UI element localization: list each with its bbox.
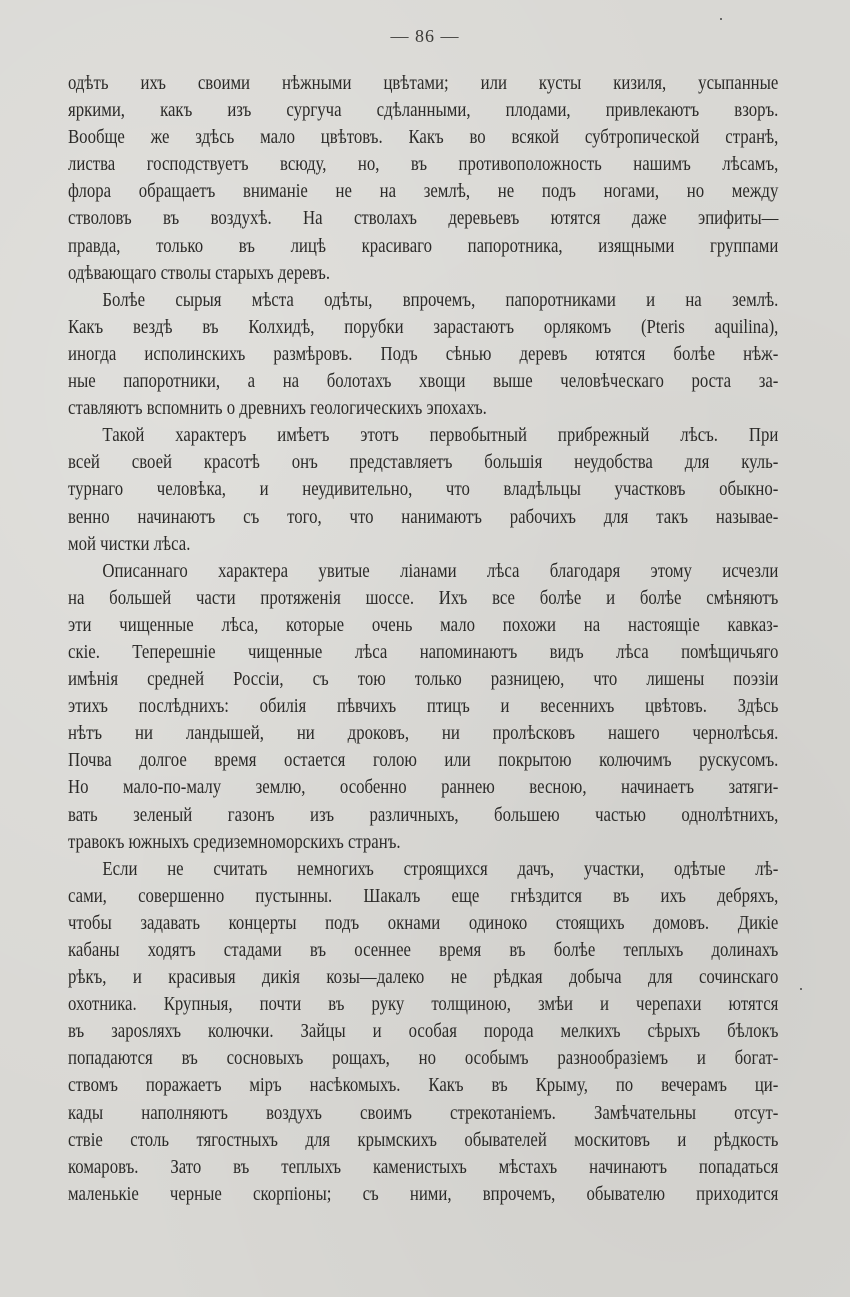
text-line: ные папоротники, а на болотахъ хвощи выше человѣческаго роста за- (68, 371, 779, 393)
text-line: рѣкъ, и красивыя дикія козы—далеко не рѣдкая добыча для сочинскаго (68, 967, 779, 989)
text-line: мой чистки лѣса. (68, 533, 191, 555)
text-line: Если не считать немногихъ строящихся дачъ, участки, одѣтые лѣ- (102, 858, 779, 880)
text-line: имѣнія средней Россіи, съ тою только разницею, что лишены поэзіи (68, 669, 779, 691)
text-line: кады наполняютъ воздухъ своимъ стрекотаніемъ. Замѣчательны отсут- (68, 1102, 779, 1124)
body-text (68, 70, 779, 1208)
paragraph (68, 856, 779, 1208)
page-number: — 86 — (390, 26, 460, 46)
text-line: флора обращаетъ вниманіе не на землѣ, не подъ ногами, но между (68, 181, 779, 203)
text-line: турнаго человѣка, и неудивительно, что владѣльцы участковъ обыкно- (68, 479, 779, 501)
text-line: этихъ послѣднихъ: обилія пѣвчихъ птицъ и весеннихъ цвѣтовъ. Здѣсь (68, 696, 779, 718)
text-line: одѣть ихъ своими нѣжными цвѣтами; или кусты кизиля, усыпанные (68, 73, 779, 94)
text-line: венно начинаютъ съ того, что нанимаютъ рабочихъ для такъ называе- (68, 506, 779, 528)
text-line: яркими, какъ изъ сургуча сдѣланными, плодами, привлекаютъ взоръ. (68, 100, 779, 122)
text-line: травокъ южныхъ средиземноморскихъ странъ. (68, 831, 401, 853)
text-line: Болѣе сырыя мѣста одѣты, впрочемъ, папоротниками и на землѣ. (102, 289, 779, 311)
text-line: охотника. Крупныя, почти въ руку толщиною, змѣи и черепахи ютятся (68, 994, 779, 1016)
text-line: Почва долгое время остается голою или покрытою колючимъ рускусомъ. (68, 750, 779, 772)
text-line: всей своей красотѣ онъ представляетъ большія неудобства для куль- (68, 452, 779, 474)
text-line: вать зеленый газонъ изъ различныхъ, большею частью однолѣтнихъ, (68, 804, 779, 826)
text-line: листва господствуетъ всюду, но, въ противоположность нашимъ лѣсамъ, (68, 154, 779, 176)
text-line: нѣтъ ни ландышей, ни дроковъ, ни пролѣсковъ нашего чернолѣсья. (68, 723, 779, 745)
text-line: чтобы задавать концерты подъ окнами одиноко стоящихъ домовъ. Дикіе (68, 912, 779, 934)
text-line: маленькіе черные скорпіоны; съ ними, впрочемъ, обывателю приходится (68, 1183, 779, 1205)
text-line: иногда исполинскихъ размѣровъ. Подъ сѣнью деревъ ютятся болѣе нѣж- (68, 343, 779, 365)
ink-speck (720, 18, 722, 20)
text-line: скіе. Теперешніе чищенные лѣса напоминаютъ видъ лѣса помѣщичьяго (68, 641, 779, 663)
text-line: ставляютъ вспомнить о древнихъ геологическихъ эпохахъ. (68, 398, 487, 420)
paragraph (68, 558, 779, 856)
text-line: ствомъ поражаетъ міръ насѣкомыхъ. Какъ въ Крыму, по вечерамъ ци- (68, 1075, 779, 1097)
text-line: ствіе столь тягостныхъ для крымскихъ обывателей москитовъ и рѣдкость (68, 1129, 779, 1151)
text-line: эти чищенные лѣса, которые очень мало похожи на настоящіе кавказ- (68, 614, 779, 636)
text-line: Вообще же здѣсь мало цвѣтовъ. Какъ во всякой субтропической странѣ, (68, 127, 779, 149)
text-line: Описаннаго характера увитые ліанами лѣса благодаря этому исчезли (102, 560, 779, 582)
text-line: Какъ вездѣ въ Колхидѣ, порубки зарастаютъ орлякомъ (Pteris aquilina), (68, 316, 779, 338)
text-line: стволовъ въ воздухѣ. На стволахъ деревьевъ ютятся даже эпифиты— (68, 208, 779, 230)
paragraph (68, 422, 779, 557)
text-line: попадаются въ сосновыхъ рощахъ, но особымъ разнообразіемъ и богат- (68, 1048, 779, 1070)
text-line: сами, совершенно пустынны. Шакалъ еще гнѣздится въ ихъ дебряхъ, (68, 885, 779, 907)
text-line: въ зарosляхъ колючки. Зайцы и особая порода мелкихъ сѣрыхъ бѣлокъ (68, 1021, 779, 1043)
text-line: комаровъ. Зато въ теплыхъ каменистыхъ мѣстахъ начинаютъ попадаться (68, 1156, 779, 1178)
text-line: кабаны ходятъ стадами въ осеннее время въ болѣе теплыхъ долинахъ (68, 940, 779, 961)
text-line: на большей части протяженія шоссе. Ихъ все болѣе и болѣе смѣняютъ (68, 587, 779, 609)
ink-speck (800, 988, 802, 990)
paragraph (68, 70, 779, 287)
text-line: одѣвающаго стволы старыхъ деревъ. (68, 262, 331, 284)
text-line: Такой характеръ имѣетъ этотъ первобытный прибрежный лѣсъ. При (102, 425, 779, 447)
text-line: Но мало-по-малу землю, особенно раннею весною, начинаетъ затяги- (68, 777, 779, 799)
text-line: правда, только въ лицѣ красиваго папоротника, изящными группами (68, 235, 779, 257)
paragraph (68, 287, 779, 422)
